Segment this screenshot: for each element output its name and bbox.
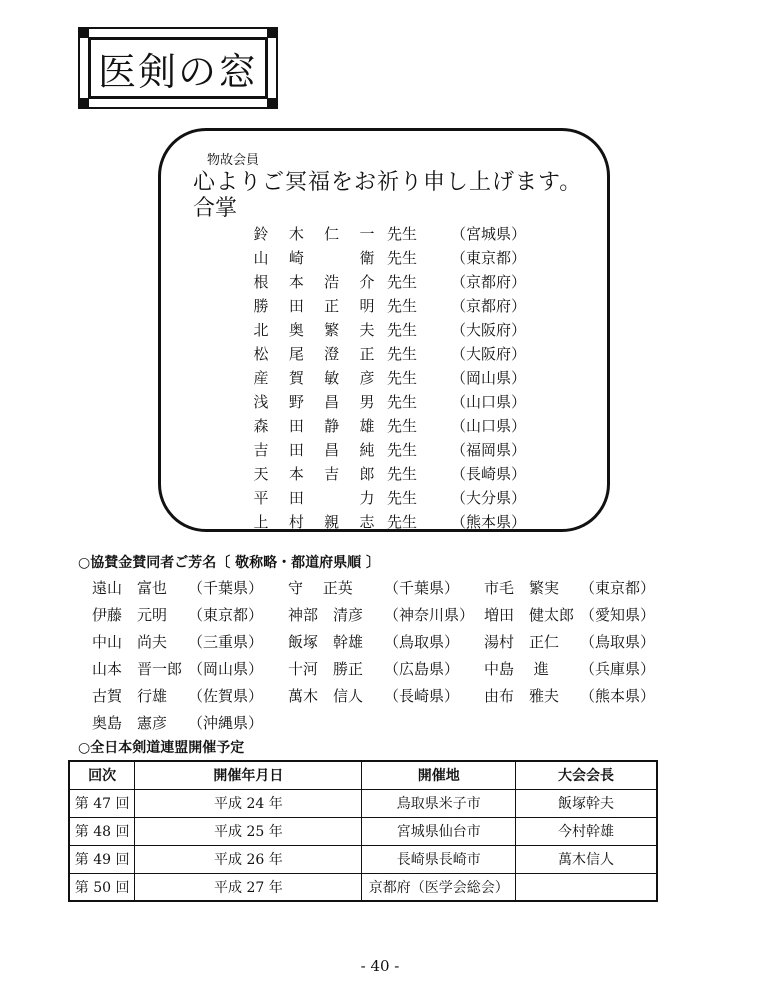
member-name-char: 吉 <box>253 440 269 459</box>
sponsors-list <box>92 574 662 736</box>
sponsor-prefecture: （愛知県） <box>580 606 656 624</box>
memorial-heading: 物故会員 <box>207 153 260 168</box>
sponsor-prefecture: （兵庫県） <box>580 660 656 678</box>
sponsor-entry <box>92 658 288 679</box>
member-name-char: 田 <box>288 488 304 507</box>
sponsor-entry <box>92 577 288 598</box>
member-name-char: 仁 <box>324 224 340 243</box>
member-name-char: 澄 <box>324 344 340 363</box>
member-name-char: 木 <box>288 224 304 243</box>
table-row <box>69 817 657 845</box>
member-name-char: 正 <box>324 296 340 315</box>
member-name <box>253 415 387 436</box>
sponsor-prefecture: （鳥取県） <box>384 633 460 651</box>
sponsor-name: 遠山 富也 <box>92 579 168 597</box>
member-name-char: 敏 <box>324 368 340 387</box>
sponsor-name: 古賀 行雄 <box>92 687 168 705</box>
member-name-char: 彦 <box>359 368 375 387</box>
sponsor-prefecture: （長崎県） <box>384 687 460 705</box>
member-name-char: 純 <box>359 440 375 459</box>
member-prefecture: （宮城県） <box>451 224 527 243</box>
member-name-char: 鈴 <box>253 224 269 243</box>
member-prefecture: （山口県） <box>451 392 527 411</box>
member-name-char <box>324 247 340 268</box>
member-name <box>253 295 387 316</box>
member-title: 先生 <box>387 512 418 531</box>
member-prefecture: （熊本県） <box>451 512 527 531</box>
member-title: 先生 <box>387 464 418 483</box>
sponsor-row <box>92 628 662 655</box>
table-cell: 平成 26 年 <box>135 845 362 873</box>
sponsor-name: 山本 晋一郎 <box>92 660 183 678</box>
member-name-char: 田 <box>288 416 304 435</box>
member-prefecture: （京都府） <box>451 272 527 291</box>
table-cell: 鳥取県米子市 <box>362 789 516 817</box>
member-prefecture: （福岡県） <box>451 440 527 459</box>
member-title: 先生 <box>387 272 418 291</box>
member-name-char: 正 <box>359 344 375 363</box>
member-title: 先生 <box>387 392 418 411</box>
member-name <box>253 223 387 244</box>
sponsor-row <box>92 682 662 709</box>
sponsor-entry <box>484 685 680 706</box>
member-name <box>253 367 387 388</box>
memorial-member <box>253 389 553 413</box>
member-name-char: 雄 <box>359 416 375 435</box>
column-header: 開催年月日 <box>135 761 362 789</box>
memorial-member <box>253 341 553 365</box>
member-prefecture: （長崎県） <box>451 464 527 483</box>
sponsor-entry <box>288 685 484 706</box>
table-cell: 萬木信人 <box>515 845 657 873</box>
sponsor-prefecture: （神奈川県） <box>384 606 475 624</box>
member-name-char: 山 <box>253 248 269 267</box>
sponsor-row <box>92 709 662 736</box>
sponsor-prefecture: （東京都） <box>580 579 656 597</box>
title-frame <box>78 27 278 109</box>
member-name-char: 松 <box>253 344 269 363</box>
member-name-char: 賀 <box>288 368 304 387</box>
member-title: 先生 <box>387 368 418 387</box>
sponsor-name: 市毛 繁実 <box>484 579 560 597</box>
member-name <box>253 511 387 532</box>
sponsor-name: 中島 進 <box>484 660 549 678</box>
table-row <box>69 789 657 817</box>
table-cell: 長崎県長崎市 <box>362 845 516 873</box>
sponsor-entry <box>484 631 680 652</box>
sponsor-name: 奥島 憲彦 <box>92 714 168 732</box>
sponsor-prefecture: （千葉県） <box>188 579 264 597</box>
page-title: 医剣の窓 <box>97 50 258 94</box>
member-name-char: 奥 <box>288 320 304 339</box>
member-name-char: 静 <box>324 416 340 435</box>
member-name-char: 吉 <box>324 464 340 483</box>
member-name-char: 上 <box>253 512 269 531</box>
member-prefecture: （山口県） <box>451 416 527 435</box>
member-prefecture: （大阪府） <box>451 320 527 339</box>
member-title: 先生 <box>387 248 418 267</box>
memorial-list <box>253 221 553 533</box>
sponsors-heading: ○協賛金賛同者ご芳名〔 敬称略・都道府県順 〕 <box>78 555 380 571</box>
memorial-closing: 合掌 <box>193 196 238 221</box>
column-header: 大会会長 <box>515 761 657 789</box>
sponsor-prefecture: （東京都） <box>188 606 264 624</box>
sponsor-name: 神部 清彦 <box>288 606 364 624</box>
member-name <box>253 247 387 268</box>
member-prefecture: （京都府） <box>451 296 527 315</box>
sponsor-name: 十河 勝正 <box>288 660 364 678</box>
member-name-char: 産 <box>253 368 269 387</box>
member-prefecture: （大阪府） <box>451 344 527 363</box>
member-name-char: 村 <box>288 512 304 531</box>
events-heading: ○全日本剣道連盟開催予定 <box>78 740 245 756</box>
sponsor-name: 増田 健太郎 <box>484 606 575 624</box>
table-header-row <box>69 761 657 789</box>
table-row <box>69 845 657 873</box>
member-name-char: 繁 <box>324 320 340 339</box>
memorial-member <box>253 269 553 293</box>
member-name-char: 天 <box>253 464 269 483</box>
frame-corner <box>267 98 277 108</box>
sponsor-prefecture: （岡山県） <box>188 660 264 678</box>
table-cell: 平成 27 年 <box>135 873 362 901</box>
member-name-char: 浩 <box>324 272 340 291</box>
member-title: 先生 <box>387 344 418 363</box>
memorial-member <box>253 221 553 245</box>
table-row <box>69 873 657 901</box>
member-name-char: 尾 <box>288 344 304 363</box>
member-title: 先生 <box>387 224 418 243</box>
member-name-char: 郎 <box>359 464 375 483</box>
table-cell: 第 50 回 <box>69 873 135 901</box>
memorial-member <box>253 317 553 341</box>
frame-corner <box>267 28 277 38</box>
sponsor-row <box>92 574 662 601</box>
member-name-char: 親 <box>324 512 340 531</box>
sponsor-prefecture: （熊本県） <box>580 687 656 705</box>
sponsor-entry <box>484 658 680 679</box>
member-name-char: 本 <box>288 272 304 291</box>
memorial-member <box>253 509 553 533</box>
memorial-member <box>253 437 553 461</box>
sponsor-entry <box>288 577 484 598</box>
table-cell: 平成 24 年 <box>135 789 362 817</box>
memorial-member <box>253 365 553 389</box>
memorial-member <box>253 485 553 509</box>
sponsor-name: 伊藤 元明 <box>92 606 168 624</box>
table-cell <box>515 873 657 901</box>
member-name <box>253 439 387 460</box>
member-name-char: 本 <box>288 464 304 483</box>
member-name-char: 田 <box>288 296 304 315</box>
member-name-char: 森 <box>253 416 269 435</box>
member-name-char: 根 <box>253 272 269 291</box>
sponsor-name: 守 正英 <box>288 579 353 597</box>
sponsor-name: 萬木 信人 <box>288 687 364 705</box>
sponsor-entry <box>288 631 484 652</box>
member-name-char: 男 <box>359 392 375 411</box>
sponsor-entry <box>92 604 288 625</box>
member-name-char: 北 <box>253 320 269 339</box>
memorial-message: 心よりご冥福をお祈り申し上げます。 <box>193 170 583 195</box>
memorial-member <box>253 413 553 437</box>
sponsor-name: 飯塚 幹雄 <box>288 633 364 651</box>
member-name <box>253 271 387 292</box>
member-name-char: 昌 <box>324 440 340 459</box>
page-number: - 40 - <box>360 957 400 975</box>
member-title: 先生 <box>387 416 418 435</box>
sponsor-row <box>92 655 662 682</box>
sponsor-prefecture: （三重県） <box>188 633 264 651</box>
table-cell: 今村幹雄 <box>515 817 657 845</box>
memorial-box <box>158 128 610 532</box>
table-cell: 第 47 回 <box>69 789 135 817</box>
sponsor-entry <box>288 604 484 625</box>
events-table <box>68 760 658 902</box>
table-cell: 第 48 回 <box>69 817 135 845</box>
member-name-char: 志 <box>359 512 375 531</box>
member-name-char: 力 <box>359 488 375 507</box>
member-title: 先生 <box>387 320 418 339</box>
member-name-char: 浅 <box>253 392 269 411</box>
member-name-char: 明 <box>359 296 375 315</box>
sponsor-entry <box>92 685 288 706</box>
sponsor-name: 湯村 正仁 <box>484 633 560 651</box>
sponsor-entry <box>92 631 288 652</box>
sponsor-name: 由布 雅夫 <box>484 687 560 705</box>
memorial-member <box>253 461 553 485</box>
table-cell: 平成 25 年 <box>135 817 362 845</box>
sponsor-prefecture: （鳥取県） <box>580 633 656 651</box>
member-title: 先生 <box>387 488 418 507</box>
frame-corner <box>79 98 89 108</box>
sponsor-name: 中山 尚夫 <box>92 633 168 651</box>
member-prefecture: （東京都） <box>451 248 527 267</box>
memorial-member <box>253 245 553 269</box>
member-title: 先生 <box>387 440 418 459</box>
member-name-char <box>324 487 340 508</box>
member-name-char: 昌 <box>324 392 340 411</box>
member-name-char: 勝 <box>253 296 269 315</box>
sponsor-entry <box>288 658 484 679</box>
sponsor-entry <box>484 577 680 598</box>
member-name-char: 田 <box>288 440 304 459</box>
sponsor-row <box>92 601 662 628</box>
member-name <box>253 391 387 412</box>
sponsor-prefecture: （広島県） <box>384 660 460 678</box>
member-name <box>253 463 387 484</box>
member-prefecture: （岡山県） <box>451 368 527 387</box>
sponsor-prefecture: （千葉県） <box>384 579 460 597</box>
table-cell: 飯塚幹夫 <box>515 789 657 817</box>
table-cell: 宮城県仙台市 <box>362 817 516 845</box>
member-title: 先生 <box>387 296 418 315</box>
member-name <box>253 319 387 340</box>
sponsor-entry <box>92 712 294 733</box>
column-header: 開催地 <box>362 761 516 789</box>
table-cell: 第 49 回 <box>69 845 135 873</box>
memorial-member <box>253 293 553 317</box>
member-name-char: 夫 <box>359 320 375 339</box>
member-name-char: 介 <box>359 272 375 291</box>
member-name-char: 崎 <box>288 248 304 267</box>
member-name-char: 平 <box>253 488 269 507</box>
column-header: 回次 <box>69 761 135 789</box>
member-name <box>253 343 387 364</box>
sponsor-entry <box>484 604 680 625</box>
member-prefecture: （大分県） <box>451 488 527 507</box>
member-name <box>253 487 387 508</box>
member-name-char: 衛 <box>359 248 375 267</box>
member-name-char: 一 <box>359 224 375 243</box>
sponsor-prefecture: （佐賀県） <box>188 687 264 705</box>
table-cell: 京都府（医学会総会） <box>362 873 516 901</box>
member-name-char: 野 <box>288 392 304 411</box>
sponsor-prefecture: （沖縄県） <box>188 714 264 732</box>
